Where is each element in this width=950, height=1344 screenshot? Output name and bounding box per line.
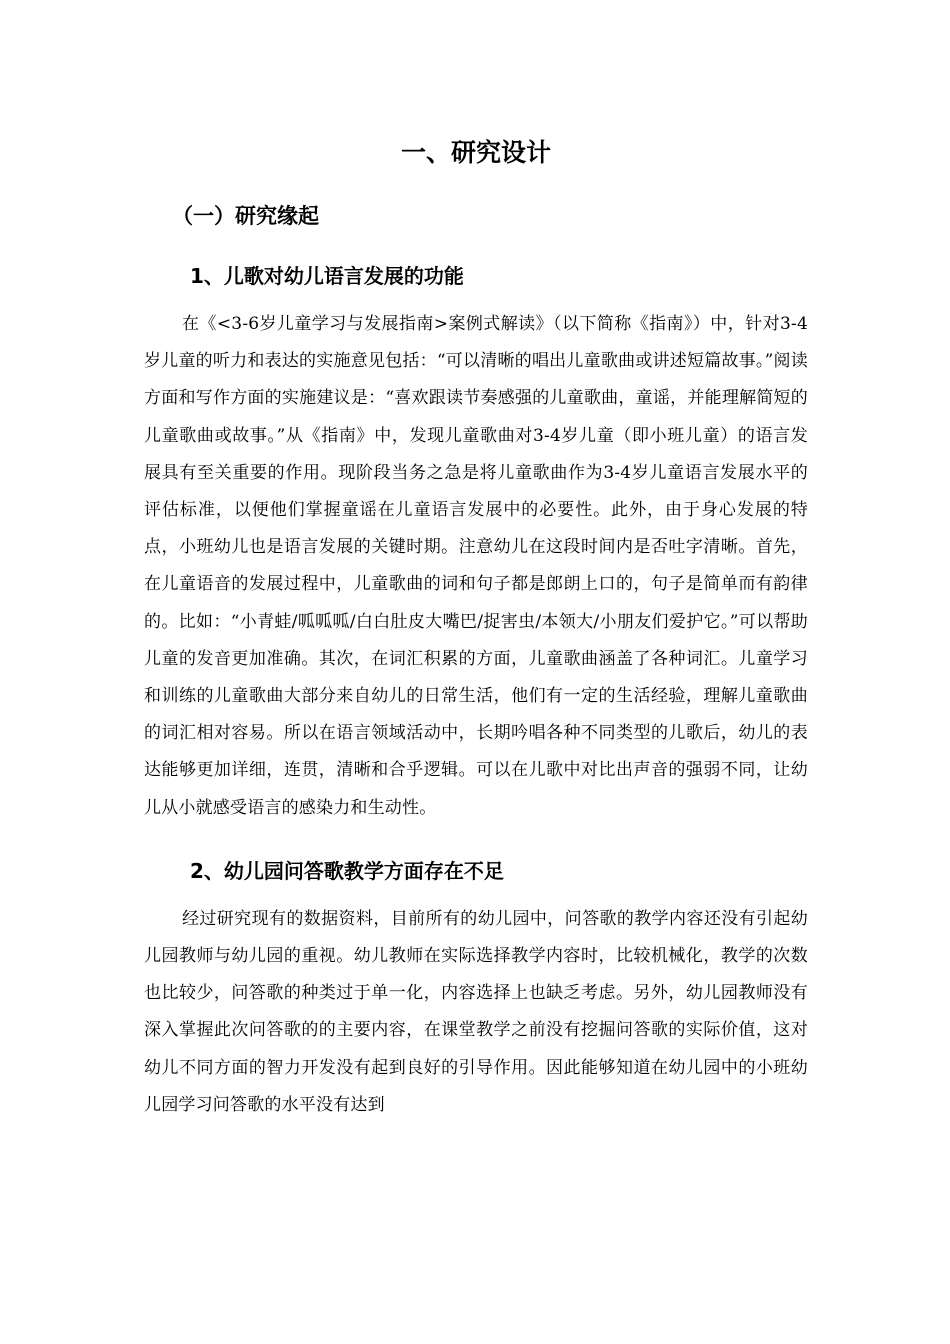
- document-body: [144, 128, 808, 1124]
- subsection-heading-2: 2、幼儿园问答歌教学方面存在不足: [190, 858, 504, 883]
- paragraph-teaching-deficiency: 经过研究现有的数据资料，目前所有的幼儿园中，问答歌的教学内容还没有引起幼儿园教师与幼儿园的重视。幼儿教师在实际选择教学内容时，比较机械化，教学的次数也比较少，问答歌的种类过于单一化，内容选择上也缺乏考虑。另外，幼儿园教师没有深入掌握此次问答歌的的主要内容，在课堂教学之前没有挖掘问答歌的实际价值，这对幼儿不同方面的智力开发没有起到良好的引导作用。因此能够知道在幼儿园中的小班幼儿园学习问答歌的水平没有达到: [144, 908, 808, 1115]
- section-heading-origin: （一）研究缘起: [172, 204, 319, 228]
- paragraph-children-songs-function: 在《<3-6岁儿童学习与发展指南>案例式解读》（以下简称《指南》）中，针对3-4岁儿童的听力和表达的实施意见包括：“可以清晰的唱出儿童歌曲或讲述短篇故事。”阅读方面和写作方面的实施建议是：“喜欢跟读节奏感强的儿童歌曲，童谣，并能理解简短的儿童歌曲或故事。”从《指南》中，发现儿童歌曲对3-4岁儿童（即小班儿童）的语言发展具有至关重要的作用。现阶段当务之急是将儿童歌曲作为3-4岁儿童语言发展水平的评估标准，以便他们掌握童谣在儿童语言发展中的必要性。此外，由于身心发展的特点，小班幼儿也是语言发展的关键时期。注意幼儿在这段时间内是否吐字清晰。首先，在儿童语音的发展过程中，儿童歌曲的词和句子都是郎朗上口的，句子是简单而有韵律的。比如：“小青蛙/呱呱呱/白白肚皮大嘴巴/捉害虫/本领大/小朋友们爱护它。”可以帮助儿童的发音更加准确。其次，在词汇积累的方面，儿童歌曲涵盖了各种词汇。儿童学习和训练的儿童歌曲大部分来自幼儿的日常生活，他们有一定的生活经验，理解儿童歌曲的词汇相对容易。所以在语言领域活动中，长期吟唱各种不同类型的儿歌后，幼儿的表达能够更加详细，连贯，清晰和合乎逻辑。可以在儿歌中对比出声音的强弱不同，让幼儿从小就感受语言的感染力和生动性。: [144, 314, 808, 818]
- chapter-title: 一、研究设计: [400, 138, 551, 167]
- subsection-heading-1: 1、儿歌对幼儿语言发展的功能: [190, 264, 464, 288]
